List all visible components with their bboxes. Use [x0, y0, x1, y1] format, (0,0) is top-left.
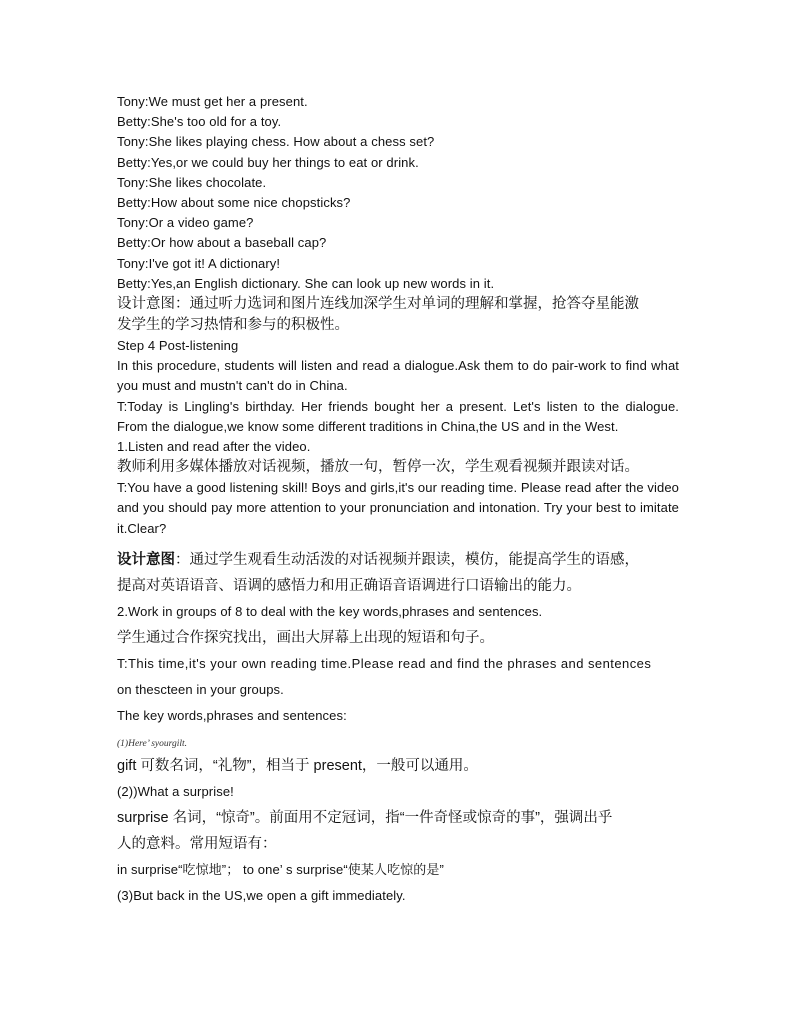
dialogue: [117, 92, 679, 294]
dialogue-line: Betty:How about some nice chopsticks?: [117, 195, 351, 211]
sub-item-2: (2))What a surprise!: [117, 783, 234, 799]
design-intent-1-line1: 设计意图：通过听力选词和图片连线加深学生对单词的理解和掌握，抢答夺星能激: [117, 296, 639, 313]
design-intent-2-line1: ：通过学生观看生动活泼的对话视频并跟读，模仿，能提高学生的语感，: [175, 551, 639, 568]
dialogue-line: Betty:Yes,an English dictionary. She can look up new words in it.: [117, 275, 495, 291]
step-heading: Step 4 Post-listening: [117, 338, 239, 354]
teacher-line-1: T:Today is Lingling's birthday. Her friends bought her a present. Let's listen to the dialogue. From the dialogue,we know some different traditions in China,the US and in the West.: [117, 398, 679, 434]
teacher-line-2: T:You have a good listening skill! Boys and girls,it's our reading time. Please read after the video and you should pay more attention to your pronunciation and intonation. Try your best to imitate it.Clear?: [117, 480, 679, 536]
dialogue-line: Tony:She likes chocolate.: [117, 174, 267, 190]
dialogue-line: Tony:Or a video game?: [117, 215, 254, 231]
surprise-note-line2: 人的意料。常用短语有：: [117, 835, 277, 852]
item-1: 1.Listen and read after the video.: [117, 439, 311, 455]
dialogue-line: Betty:Yes,or we could buy her things to eat or drink.: [117, 154, 419, 170]
chinese-note-1: 教师利用多媒体播放对话视频，播放一句，暂停一次，学生观看视频并跟读对话。: [117, 459, 639, 476]
sub-item-3: (3)But back in the US,we open a gift immediately.: [117, 887, 406, 903]
keywords-heading: The key words,phrases and sentences:: [117, 707, 347, 723]
procedure-paragraph: In this procedure, students will listen and read a dialogue.Ask them to do pair-work to find what you must and mustn't can't do in China.: [117, 358, 679, 394]
surprise-note-line1: surprise 名词，“惊奇”。前面用不定冠词，指“一件奇怪或惊奇的事”，强调出乎: [117, 809, 613, 826]
sub-item-1: (1)Here’ syourgilt.: [117, 738, 188, 749]
item-2: 2.Work in groups of 8 to deal with the key words,phrases and sentences.: [117, 603, 543, 619]
chinese-note-2: 学生通过合作探究找出，画出大屏幕上出现的短语和句子。: [117, 629, 494, 646]
design-intent-2: [117, 547, 679, 599]
dialogue-line: Betty:Or how about a baseball cap?: [117, 235, 327, 251]
teacher-line-3a: T:This time,it's your own reading time.Please read and find the phrases and sentences: [117, 655, 652, 671]
document-page: [117, 92, 679, 909]
phrases-line: in surprise“吃惊地”； to one’ s surprise“使某人吃惊的是”: [117, 861, 444, 877]
dialogue-line: Tony:I've got it! A dictionary!: [117, 255, 281, 271]
dialogue-line: Betty:She's too old for a toy.: [117, 114, 282, 130]
teacher-line-3b: on thescteen in your groups.: [117, 681, 284, 697]
gift-note: gift 可数名词，“礼物”，相当于 present，一般可以通用。: [117, 757, 478, 774]
dialogue-line: Tony:We must get her a present.: [117, 94, 308, 109]
design-intent-2-line2: 提高对英语语音、语调的感悟力和用正确语音语调进行口语输出的能力。: [117, 577, 581, 594]
dialogue-line: Tony:She likes playing chess. How about a chess set?: [117, 134, 435, 150]
design-intent-1-line2: 发学生的学习热情和参与的积极性。: [117, 317, 349, 334]
design-intent-label: 设计意图: [117, 551, 175, 568]
